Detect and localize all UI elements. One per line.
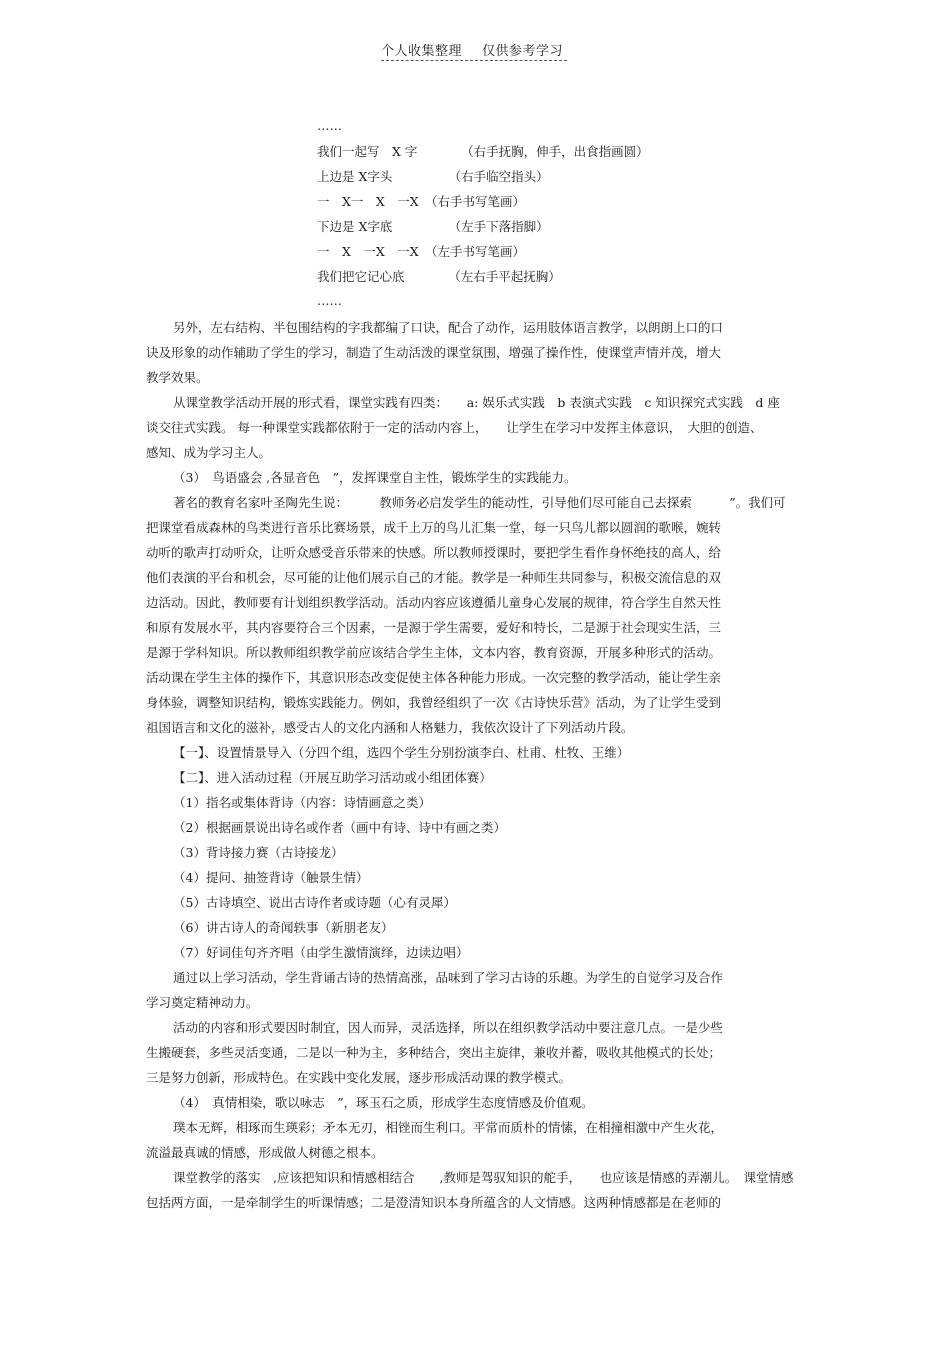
text-line: 【一】、设置情景导入（分四个组，选四个学生分别扮演李白、杜甫、杜牧、王维） — [173, 745, 630, 760]
text-line: 课堂教学的落实 ,应该把知识和情感相结合 ,教师是驾驭知识的舵手， 也应该是情感的弄潮儿。 课堂情感 — [173, 1170, 794, 1185]
text-line: 边活动。因此，教师要有计划组织教学活动。活动内容应该遵循儿童身心发展的规律，符合学生自然天性 — [146, 595, 722, 610]
text-line: 【二】、进入活动过程（开展互助学习活动或小组团体赛） — [173, 770, 492, 785]
list-item: （1）指名或集体背诗（内容：诗情画意之类） — [173, 795, 431, 810]
text-line: 三是努力创新，形成特色。在实践中变化发展，逐步形成活动课的教学模式。 — [146, 1070, 572, 1085]
text-line: 诀及形象的动作辅助了学生的学习，制造了生动活泼的课堂氛围，增强了操作性，使课堂声情并茂，增大 — [146, 345, 722, 360]
text-line: 活动的内容和形式要因时制宜，因人而异，灵活选择，所以在组织教学活动中要注意几点。一是少些 — [173, 1020, 724, 1035]
text-line: 动听的歌声打动听众，让听众感受音乐带来的快感。所以教师授课时，要把学生看作身怀绝技的高人，给 — [146, 545, 722, 560]
poem-line: …… — [317, 118, 342, 133]
list-item: （3）背诗接力赛（古诗接龙） — [173, 845, 344, 860]
poem-line: 一 X一 X 一X （右手书写笔画） — [317, 194, 525, 209]
poem-line: 下边是 X字底 （左手下落指脚） — [317, 219, 549, 234]
text-line: 他们表演的平台和机会，尽可能的让他们展示自己的才能。教学是一种师生共同参与，积极交流信息的双 — [146, 570, 722, 585]
text-line: 和原有发展水平，其内容要符合三个因素，一是源于学生需要，爱好和特长，二是源于社会现实生活，三 — [146, 620, 722, 635]
list-item: （4）提问、抽签背诗（触景生情） — [173, 870, 369, 885]
text-line: 学习奠定精神动力。 — [146, 995, 259, 1010]
text-line: （3） 鸟语盛会 ,各显音色 ”，发挥课堂自主性，锻炼学生的实践能力。 — [173, 470, 577, 485]
text-line: 祖国语言和文化的滋补，感受古人的文化内涵和人格魅力，我依次设计了下列活动片段。 — [146, 720, 634, 735]
text-line: 活动课在学生主体的操作下，其意识形态改变促使主体各种能力形成。一次完整的教学活动，能让学生亲 — [146, 670, 722, 685]
poem-line: 我们一起写 X 字 （右手抚胸，伸手，出食指画圆） — [317, 144, 649, 159]
list-item: （5）古诗填空、说出古诗作者或诗题（心有灵犀） — [173, 895, 456, 910]
header-left-text: 个人收集整理 — [381, 44, 463, 59]
text-line: 生搬硬套，多些灵活变通，二是以一种为主，多种结合，突出主旋律，兼收并蓄，吸收其他模式的长处； — [146, 1045, 722, 1060]
text-line: 包括两方面，一是牵制学生的听课情感；二是澄清知识本身所蕴含的人文情感。这两种情感都是在老师的 — [146, 1195, 722, 1210]
text-line: 从课堂教学活动开展的形式看，课堂实践有四类： a: 娱乐式实践 b 表演式实践 c 知识探究式实践 d 座 — [173, 395, 780, 410]
text-line: 另外，左右结构、半包围结构的字我都编了口诀，配合了动作，运用肢体语言教学，以朗朗上口的口 — [173, 320, 724, 335]
text-line: 教学效果。 — [146, 370, 209, 385]
text-line: 是源于学科知识。所以教师组织教学前应该结合学生主体，文本内容，教育资源，开展多种形式的活动。 — [146, 645, 722, 660]
poem-line: 上边是 X字头 （右手临空指头） — [317, 169, 549, 184]
header-right-text: 仅供参考学习 — [482, 44, 564, 59]
text-line: 流溢最真诚的情感，形成做人树德之根本。 — [146, 1145, 384, 1160]
poem-line: …… — [317, 293, 342, 308]
poem-line: 一 X 一X 一X （左手书写笔画） — [317, 244, 525, 259]
text-line: 谈交往式实践。 每一种课堂实践都依附于一定的活动内容上， 让学生在学习中发挥主体意识， 大胆的创造、 — [146, 420, 763, 435]
text-line: 著名的教育名家叶圣陶先生说： 教师务必启发学生的能动性，引导他们尽可能自己去探索 ”。我们可 — [173, 495, 786, 510]
page-header — [381, 40, 567, 61]
text-line: 身体验，调整知识结构，锻炼实践能力。例如，我曾经组织了一次《古诗快乐营》活动，为了让学生受到 — [146, 695, 722, 710]
text-line: 璞本无辉，相琢而生瑛彩；矛本无刃，相锉而生利口。平常而质朴的情愫，在相撞相激中产生火花， — [173, 1120, 724, 1135]
poem-line: 我们把它记心底 （左右手平起抚胸） — [317, 269, 561, 284]
text-line: 通过以上学习活动，学生背诵古诗的热情高涨，品味到了学习古诗的乐趣。为学生的自觉学习及合作 — [173, 970, 724, 985]
list-item: （7）好词佳句齐齐唱（由学生激情演绎，边读边唱） — [173, 945, 469, 960]
list-item: （2）根据画景说出诗名或作者（画中有诗、诗中有画之类） — [173, 820, 506, 835]
text-line: 感知、成为学习主人。 — [146, 445, 272, 460]
text-line: 把课堂看成森林的鸟类进行音乐比赛场景，成千上万的鸟儿汇集一堂，每一只鸟儿都以圆润的歌喉，婉转 — [146, 520, 722, 535]
text-line: （4） 真情相染，歌以咏志 ”，琢玉石之质，形成学生态度情感及价值观。 — [173, 1095, 594, 1110]
list-item: （6）讲古诗人的奇闻轶事（新朋老友） — [173, 920, 394, 935]
